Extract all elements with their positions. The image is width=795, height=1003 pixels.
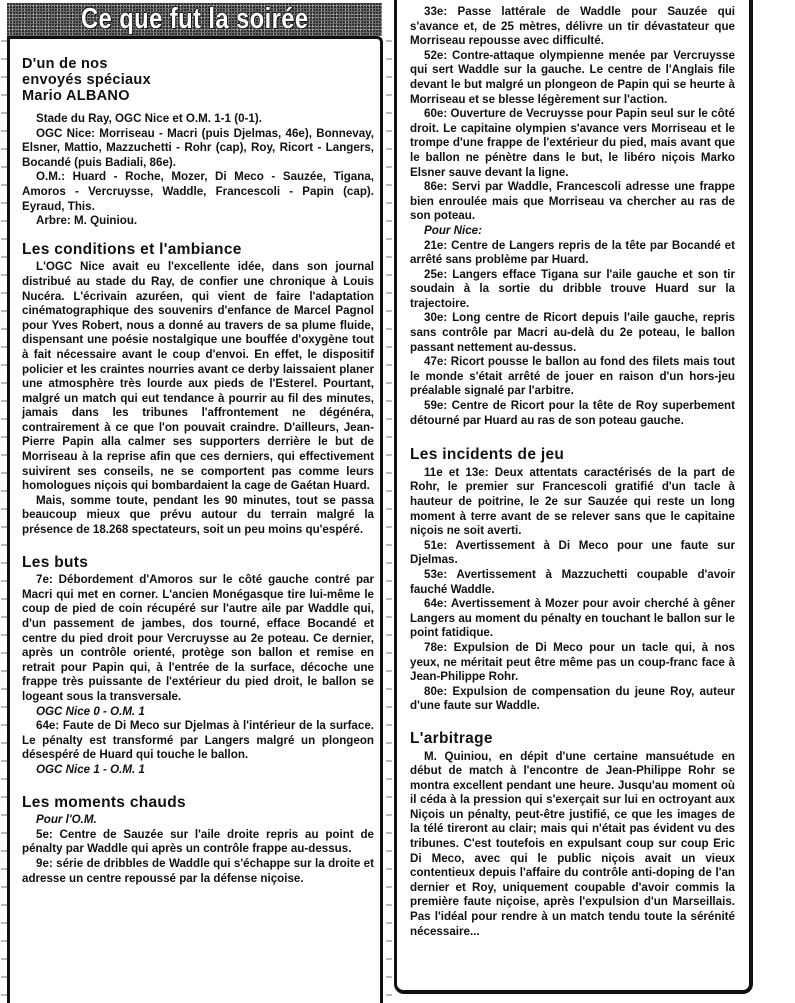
byline-line-2: envoyés spéciaux bbox=[22, 72, 151, 88]
score-after-goal-1: OGC Nice 0 - O.M. 1 bbox=[36, 704, 145, 718]
subheading-pour-om: Pour l'O.M. bbox=[36, 813, 97, 827]
section-heading-conditions: Les conditions et l'ambiance bbox=[22, 240, 242, 258]
incident-item: 78e: Expulsion de Di Meco pour un tacle qui, à nos yeux, ne méritait peut être même pas un coup-franc face à Jean-Philippe Rohr. bbox=[410, 640, 735, 684]
goal-1-description: 7e: Débordement d'Amoros sur le côté gauche contré par Macri qui met en corner. L'ancien Monégasque tire lui-même le coup de pied de coin récupéré sur l'autre aile par Waddle qui, d'un passement de jambes, dos tourné, efface Bocandé et centre du pied droit pour Vercruysse au 2e poteau. Ce dernier, après un contrôle orienté, protège son ballon et remise en retrait pour Papin qui, à l'entrée de la surface, décoche une frappe très puissante de l'extérieur du pied droit, le ballon se logeant sous la transversale. bbox=[22, 573, 374, 703]
subheading-pour-nice: Pour Nice: bbox=[424, 223, 482, 237]
moment-om-item: 86e: Servi par Waddle, Francescoli adresse une frappe bien enroulée mais que Morriseau va chercher au ras de son poteau. bbox=[410, 180, 735, 223]
section-heading-moments: Les moments chauds bbox=[22, 793, 186, 811]
incident-item: 64e: Avertissement à Mozer pour avoir cherché à gêner Langers au moment du pénalty en touchant le ballon sur le point fatidique. bbox=[410, 597, 735, 640]
conditions-paragraph-1: L'OGC Nice avait eu l'excellente idée, dans son journal distribué au stade du Ray, de confier une chronique à Louis Nucéra. L'écrivain azuréen, qui vient de faire l'adaptation cinématographique des souvenirs d'enfance de Marcel Pagnol pour Yves Robert, nous a donné au travers de sa plume fluide, dispensant une poésie nostalgique une bouffée d'oxygène tout à fait nécessaire avant le coup d'envoi. En effet, le dispositif policier et les craintes nourries avant ce derby laissaient planer une atmosphère très lourde aux pieds de l'Esterel. Pourtant, malgré un match qui eut tendance à pourrir au fil des minutes, jamais dans les tribunes l'affrontement ne dégénéra, contrairement à ce que l'on pouvait craindre. D'ailleurs, Jean-Pierre Papin alla calmer ses supporters derrière le but de Morriseau à la reprise afin que ces derniers, qui effectivement suivirent ses conseils, ne se comportent pas comme leurs homologues niçois qui bombardaient la cage de Gaétan Huard. bbox=[22, 260, 374, 493]
moment-om-item: 60e: Ouverture de Vecruysse pour Papin seul sur le côté droit. Le capitaine olympien s'avance vers Morriseau et le trompe d'une frappe de l'extérieur du pied, mais avant que le ballon ne pénètre dans le but, le libéro niçois Marko Elsner sauve devant la ligne. bbox=[410, 107, 735, 179]
stadium-result: Stade du Ray, OGC Nice et O.M. 1-1 (0-1). bbox=[36, 112, 262, 125]
incident-item: 80e: Expulsion de compensation du jeune Roy, auteur d'une faute sur Waddle. bbox=[410, 684, 735, 713]
section-heading-buts: Les buts bbox=[22, 553, 89, 571]
referee-line: Arbre: M. Quiniou. bbox=[36, 214, 138, 228]
conditions-paragraph-2: Mais, somme toute, pendant les 90 minutes, tout se passa beaucoup mieux que prévu autour du terrain malgré la présence de 18.268 spectateurs, soit un peu moins qu'espéré. bbox=[22, 493, 374, 537]
moment-nice-item: 59e: Centre de Ricort pour la tête de Roy superbement détourné par Huard au ras de son poteau gauche. bbox=[410, 399, 735, 427]
byline bbox=[22, 56, 374, 104]
moment-nice-item: 47e: Ricort pousse le ballon au fond des filets mais tout le monde s'était arrêté de jouer en raison d'un hors-jeu préalable signalé par l'arbitre. bbox=[410, 355, 735, 398]
right-column bbox=[410, 5, 735, 939]
headline-title: Ce que fut la soirée bbox=[80, 3, 309, 35]
byline-line-1: D'un de nos bbox=[22, 56, 108, 72]
moment-om-item: 9e: série de dribbles de Waddle qui s'échappe sur la droite et adresse un centre repoussé par la défense niçoise. bbox=[22, 856, 374, 885]
lineup-om: O.M.: Huard - Roche, Mozer, Di Meco - Sauzée, Tigana, Amoros - Vercruysse, Waddle, Francescoli - Papin (cap). Eyraud, This. bbox=[22, 170, 374, 213]
incident-item: 51e: Avertissement à Di Meco pour une faute sur Djelmas. bbox=[410, 538, 735, 567]
incident-item: 53e: Avertissement à Mazzuchetti coupable d'avoir fauché Waddle. bbox=[410, 567, 735, 596]
moment-om-item: 52e: Contre-attaque olympienne menée par Vercruysse qui sert Waddle sur la gauche. Le centre de l'Anglais file devant le but malgré un plongeon de Papin qui se heurte à Morriseau et se blesse légèrement sur l'action. bbox=[410, 48, 735, 106]
moment-nice-item: 21e: Centre de Langers repris de la tête par Bocandé et arrêté sans problème par Huard. bbox=[410, 238, 735, 267]
moment-om-item: 33e: Passe lattérale de Waddle pour Sauzée qui s'avance et, de 25 mètres, délivre un tir dévastateur que Morriseau repousse avec difficulté. bbox=[410, 5, 735, 48]
incident-item: 11e et 13e: Deux attentats caractérisés de la part de Rohr, le premier sur Francescoli gratifié d'un tacle à hauteur de poitrine, le 2e sur Sauzée qui reste un long moment à terre avant de se relever sans que le capitaine niçois ne soit averti. bbox=[410, 465, 735, 538]
left-column bbox=[22, 50, 374, 886]
arbitrage-paragraph: M. Quiniou, en dépit d'une certaine mansuétude en début de match à l'encontre de Jean-Philippe Rohr se montra excellent pendant une heure. Jusqu'au moment où il céda à la pression qui s'exerçait sur lui en octroyant aux Niçois un pénalty, peut-être justifié, ce que les images de la télé tireront au clair; mais qui n'était pas évident vu des tribunes. C'est toutefois en expulsant coup sur coup Eric Di Meco, avec qui le public niçois avait un vieux contentieux depuis l'affaire du contrôle anti-doping de l'an dernier et Roy, uniquement coupable d'avoir commis la première faute niçoise, après l'expulsion d'un Marseillais. Pas l'idéal pour rendre à un match tendu toute la sérénité nécessaire... bbox=[410, 749, 735, 938]
headline-banner bbox=[7, 3, 382, 36]
moment-nice-item: 30e: Long centre de Ricort depuis l'aile gauche, repris sans contrôle par Macri au-delà du 2e poteau, le ballon passant nettement au-dessus. bbox=[410, 311, 735, 354]
goal-2-description: 64e: Faute de Di Meco sur Djelmas à l'intérieur de la surface. Le pénalty est transformé par Langers malgré un plongeon désespéré de Huard qui touche le ballon. bbox=[22, 719, 374, 762]
byline-author: Mario ALBANO bbox=[22, 88, 130, 104]
section-heading-arbitrage: L'arbitrage bbox=[410, 729, 493, 747]
gutter-scan-noise bbox=[386, 40, 392, 1000]
section-heading-incidents: Les incidents de jeu bbox=[410, 446, 565, 464]
moment-om-item: 5e: Centre de Sauzée sur l'aile droite repris au point de pénalty par Waddle qui après un contrôle frappe au-dessus. bbox=[22, 827, 374, 856]
score-after-goal-2: OGC Nice 1 - O.M. 1 bbox=[36, 762, 145, 776]
lineup-nice: OGC Nice: Morriseau - Macri (puis Djelmas, 46e), Bonnevay, Elsner, Mattio, Mazzuchetti - Rohr (cap), Roy, Ricort - Langers, Bocandé (puis Badiali, 86e). bbox=[22, 126, 374, 169]
moment-nice-item: 25e: Langers efface Tigana sur l'aile gauche et son tir soudain à la sortie du dribble trouve Huard sur la trajectoire. bbox=[410, 267, 735, 310]
